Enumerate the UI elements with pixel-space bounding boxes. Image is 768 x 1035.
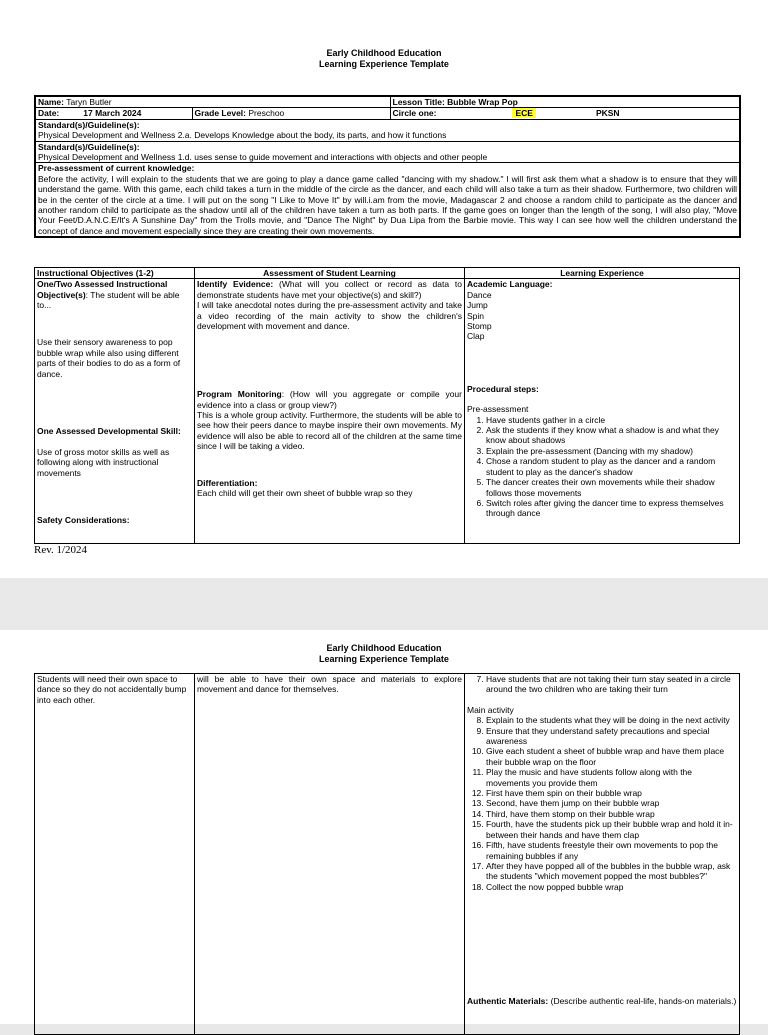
header-line-1: Early Childhood Education [326,48,442,58]
name-cell [35,96,390,108]
monitoring-text: This is a whole group activity. Furthermore, the students will be able to see how their peers dance to maybe inspire their own movements. My evidence will also be able to record all of the children at the same time since I will be taking a video. [197,410,462,452]
authentic-materials-prompt: (Describe authentic real-life, hands-on materials.) [548,996,737,1007]
circle-label: Circle one: [392,108,437,119]
authentic-materials-label: Authentic Materials: [467,996,549,1007]
document-header-page-2 [0,643,768,665]
step-item: 18. Collect the now popped bubble wrap [486,882,737,892]
vocab-item: Dance [467,289,492,300]
monitoring-label: Program Monitoring [197,389,282,400]
safety-text: Students will need their own space to dance so they do not accidentally bump into each other. [37,674,187,705]
page-gap [0,578,768,630]
standard-2-cell [35,141,740,163]
step-item: 14. Third, have them stomp on their bubble wrap [486,809,737,819]
objective-intro: : The student will be able to... [37,289,180,311]
info-table [34,95,741,238]
evidence-text: I will take anecdotal notes during the pre-assessment activity and take a video recording of the main activity to show the children's development with movement and dance. [197,300,462,332]
circle-option-pksn: PKSN [595,108,620,119]
evidence-label: Identify Evidence: [197,279,274,290]
safety-cell [35,674,195,1035]
vocab-item: Jump [467,300,488,311]
differentiation-label: Differentiation: [197,478,258,489]
column-header-learning-experience: Learning Experience [465,268,740,279]
objectives-cell [35,279,195,544]
column-header-objectives: Instructional Objectives (1-2) [35,268,195,279]
grade-cell [192,108,390,119]
header-line-1: Early Childhood Education [326,643,442,653]
grade-label: Grade Level: [194,108,246,119]
standard-2-value: Physical Development and Wellness 1.d. uses sense to guide movement and interactions with objects and other people [38,152,488,163]
circle-option-ece: ECE [512,108,535,118]
step-item: 1. Have students gather in a circle [486,415,737,425]
differentiation-text-page-2: will be able to have their own space and materials to explore movement and dance for themselves. [197,674,462,695]
vocab-item: Stomp [467,321,492,332]
revision-note: Rev. 1/2024 [34,544,88,556]
differentiation-text-page-1: Each child will get their own sheet of bubble wrap so they [197,488,413,499]
lesson-title-label: Lesson Title: [392,97,445,107]
differentiation-cell [195,674,465,1035]
date-label: Date: [38,108,60,119]
step-item: 7. Have students that are not taking their turn stay seated in a circle around the two children who are taking their turn [486,674,737,695]
step-item: 16. Fifth, have students freestyle their own movements to pop the remaining bubbles if any [486,840,737,861]
skill-label: One Assessed Developmental Skill: [37,426,181,437]
learning-experience-cell-page-2 [465,674,740,1035]
step-item: 13. Second, have them jump on their bubble wrap [486,798,737,808]
evidence-prompt: (What will you collect or record as data to demonstrate students have met your objective(s) and skill?) [197,279,462,300]
preassessment-cell [35,163,740,237]
monitoring-prompt: : (How will you aggregate or compile your evidence into a class or group view?) [197,389,462,410]
lesson-title-cell [390,96,740,108]
header-line-2: Learning Experience Template [319,654,449,664]
lesson-title-value: Bubble Wrap Pop [444,97,518,107]
step-item: 3. Explain the pre-assessment (Dancing with my shadow) [486,446,737,456]
step-item: 9. Ensure that they understand safety precautions and special awareness [486,726,737,747]
step-item: 15. Fourth, have the students pick up their bubble wrap and hold it in-between their hands and have them clap [486,819,737,840]
procedural-steps-label: Procedural steps: [467,383,539,394]
step-item: 11. Play the music and have students follow along with the movements you provide them [486,767,737,788]
learning-experience-cell [465,279,740,544]
safety-label: Safety Considerations: [37,514,130,525]
step-item: 4. Chose a random student to play as the dancer and a random student to play as the dancer's shadow [486,456,737,477]
step-item: 17. After they have popped all of the bubbles in the bubble wrap, ask the students "which movement popped the most bubbles?" [486,861,737,882]
header-line-2: Learning Experience Template [319,59,449,69]
column-header-assessment: Assessment of Student Learning [195,268,465,279]
step-item: 5. The dancer creates their own movements while their shadow follows those movements [486,477,737,498]
circle-cell [390,108,740,119]
preassessment-value: Before the activity, I will explain to the students that we are going to play a dance game called "dancing with my shadow." I will first ask them what a shadow is to ensure that they will understand the game. With this game, each child takes a turn in the middle of the circle as the dancer, and each child will also take a turn as their shadow. Furthermore, two children will be in the center of the circle at a time. I will put on the song "I Like to Move It" by will.i.am from the movie, Madagascar 2 and choose a random child to participate as the dancer and another random child to participate as the shadow until all of the children have taken a turn as both parts. If the game goes on longer than the length of the song, I will also play, "Move Your Feet/D.A.N.C.E/It's A Sunshine Day" from the Trolls movie, and "Dance The Night" by Dua Lipa from the Barbie movie. This way I can see how well the children understand the concept of dance and movement especially since they are creating their own movements. [38,173,738,236]
name-value: Taryn Butler [63,97,112,107]
document-header [0,48,768,70]
date-value: 17 March 2024 [83,108,142,119]
vocab-item: Clap [467,331,485,342]
step-item: 6. Switch roles after giving the dancer time to express themselves through dance [486,498,737,519]
step-item: 2. Ask the students if they know what a shadow is and what they know about shadows [486,425,737,446]
academic-language-label: Academic Language: [467,279,553,290]
preassessment-label: Pre-assessment of current knowledge: [38,163,195,174]
authentic-materials-block [467,996,737,1006]
steps-list-page-1 [467,415,737,519]
main-activity-heading: Main activity [467,704,514,715]
step-item: 12. First have them spin on their bubble wrap [486,788,737,798]
objective-label: One/Two Assessed Instructional Objective(s) [37,279,168,300]
date-cell [35,108,192,119]
preassessment-heading: Pre-assessment [467,404,529,415]
step-item: 8. Explain to the students what they will be doing in the next activity [486,715,737,725]
standard-1-cell [35,119,740,141]
standard-1-value: Physical Development and Wellness 2.a. Develops Knowledge about the body, its parts, and how it functions [38,130,447,141]
standard-1-label: Standard(s)/Guideline(s): [38,119,140,130]
steps-list-page-2b [467,715,737,892]
assessment-cell [195,279,465,544]
evidence-prompt-block [197,279,462,300]
lesson-plan-table-page-1 [34,267,740,544]
grade-value: Preschoo [246,108,285,119]
vocab-list [467,290,737,342]
standard-2-label: Standard(s)/Guideline(s): [38,141,140,152]
objective-text: Use their sensory awareness to pop bubble wrap while also using different parts of their bodies to do as a form of dance. [37,337,181,379]
objective-block [37,279,192,337]
steps-list-page-2a [467,674,737,695]
vocab-item: Spin [467,310,485,321]
lesson-plan-table-page-2 [34,673,740,1035]
skill-text: Use of gross motor skills as well as following along with instructional movements [37,446,170,478]
monitoring-prompt-block [197,389,462,410]
step-item: 10. Give each student a sheet of bubble wrap and have them place their bubble wrap on the floor [486,746,737,767]
name-label: Name: [38,97,64,107]
